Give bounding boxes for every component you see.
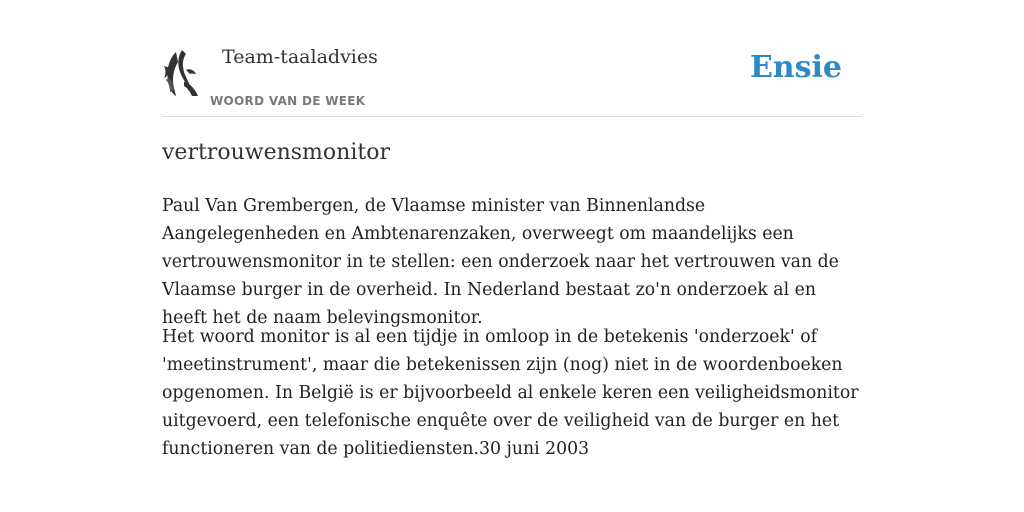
article-paragraph: Paul Van Grembergen, de Vlaamse minister van Binnenlandse Aangelegenheden en Ambtenarenzaken, overweegt om maandelijks een vertrouwensmonitor in te stellen: een onderzoek naar het vertrouwen van de Vlaamse burger in de overheid. In Nederland bestaat zo'n onderzoek al en heeft het de naam belevingsmonitor. xyxy=(162,196,839,328)
article-header xyxy=(162,40,862,117)
article-card xyxy=(162,0,862,512)
org-name: Team-taaladvies xyxy=(222,46,378,68)
article-paragraph: Het woord monitor is al een tijdje in omloop in de betekenis 'onderzoek' of 'meetinstrument', maar die betekenissen zijn (nog) niet in de woordenboeken opgenomen. In België is er bijvoorbeeld al enkele keren een veiligheidsmonitor uitgevoerd, een telefonische enquête over de veiligheid van de burger en het functioneren van de politiediensten.30 juni 2003 xyxy=(162,327,859,459)
section-label: WOORD VAN DE WEEK xyxy=(210,94,366,108)
flemish-lion-logo-icon xyxy=(162,48,200,98)
brand-logo[interactable]: Ensie xyxy=(749,50,842,85)
page-title: vertrouwensmonitor xyxy=(162,140,390,165)
